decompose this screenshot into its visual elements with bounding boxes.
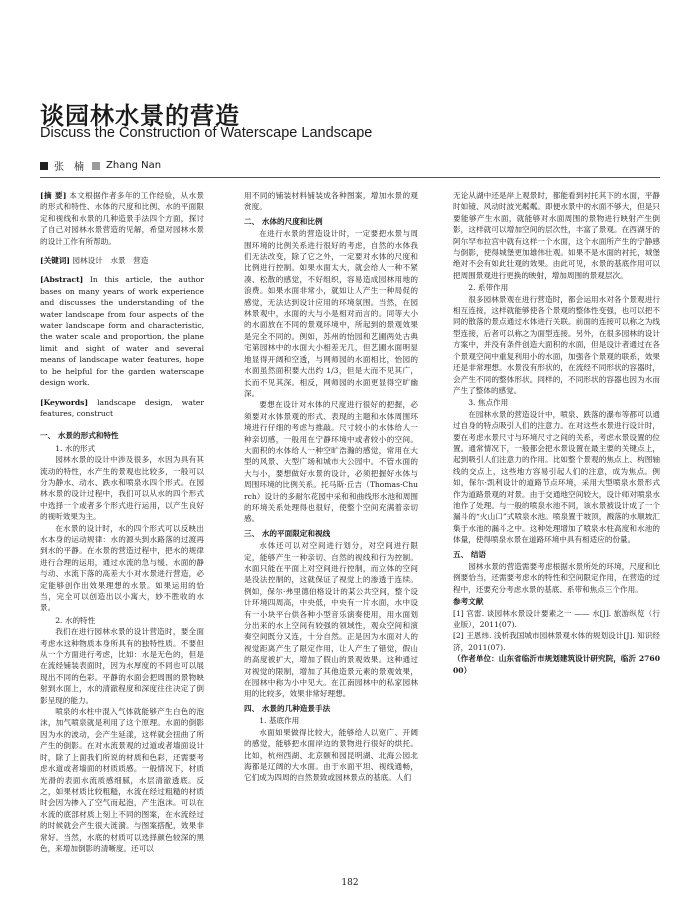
page-number: 182 bbox=[341, 878, 359, 888]
keywords-en: [Keywords] landscape design, water features, construct bbox=[40, 397, 204, 418]
column-2 bbox=[244, 190, 418, 784]
author-affiliation: （作者单位：山东省临沂市规划建筑设计研究院，临沂 276000） bbox=[453, 654, 660, 675]
section-heading: 一、 水景的形式和特性 bbox=[40, 431, 119, 441]
body-paragraph: 很多园林景观在进行营造时，都会运用水对各个景观进行相互连接，这样就能够使各个景观的整体性变强，也可以把不同的散落的景点通过水体进行关联。前面的连接可以称之为线型连接，后者可以称之为面型连接。另外，在很多园林的设计方案中，并没有条件创造大面积的水面，但是设计者通过在各个景观空间中重复利用小的水面，加强各个景观的联系，效果还是非常理想。水景没有形状的，在流经不同形状的容器时，会产生不同的整体形状。同样的，不同形状的容器也因为水而产生了整体的感觉。 bbox=[453, 294, 660, 395]
subsection-heading: 2. 水的特性 bbox=[55, 615, 96, 625]
abstract-en: [Abstract] In this article, the author bases on many years of work experience and discusses the understanding of the water landscape from four aspects of the water landscape form and characteristic, the water scale and proportion, the plane limit and sight of water and several means of landscape water features, hope to be helpful for the garden waterscape design work. bbox=[40, 275, 204, 388]
subsection-heading: 1. 基底作用 bbox=[259, 716, 300, 726]
square-bullet-icon bbox=[92, 162, 100, 170]
body-paragraph: 在进行水景的营造设计时，一定要把水景与周围环境的比例关系进行很好的考虑，自然的水体我们无法改变，除了它之外，一定要对水体的尺度和比例进行控制。如果水面太大，就会给人一种不紧凑、松散的感觉，不好组织，容易造成园林用地的浪费。如果水面非常小，就如让人产生一种局促的感觉，无法达到设计应用的环境氛围。当然，在园林景观中，水面的大与小是相对而言的。同等大小的水面放在不同的景观环境中，所起到的景观效果是完全不同的。例如，苏州的怡园和艺圃两处古典宅第园林中的水面大小相差无几，但艺圃水面明显地显得开阔和空透，与网师园的水面相比，怡园的水面虽然面积要大出约 1/3，但是大而不见其广，长而不见其深。相反，网师园的水面更显得空旷幽深。 bbox=[244, 229, 418, 398]
body-paragraph: 无论从湖中还是岸上观景时，都能看到衬托其下的水面，平静时如镜、风动时波光粼粼。即便水景中的水面不够大，但是只要能够产生水面，就能够对水面周围的景物进行映射产生倒影，这样就可以增加空间的层次性，丰富了景观。在西湖牙的阿尔罕布拉宫中就有这样一个水面，这个水面所产生的宁静感与倒影，使得城堡更加雄伟壮观。如果不是水面的衬托，城堡绝对不会有如此壮观的效果。由此可见，水景的基底作用可以把周围景观进行更换的映射，增加周围的景观层次。 bbox=[453, 191, 660, 280]
section-heading: 二、 水体的尺度和比例 bbox=[244, 216, 323, 226]
body-paragraph: 在水景的设计时，水的四个形式可以反映出水本身的运动规律：水的源头到水路落的过渡再到水的平静。在水景的营造过程中，把水的规律进行合理的运用，通过水流的急与缓、水面的静与动、水流下落的高差大小对水景进行营造，必定能够创作出效果理想的水景。如果运用的恰当，完全可以创造出以小寓大，妙不胜收的水景。 bbox=[40, 523, 204, 613]
body-paragraph: 水体还可以对空间进行划分，对空间进行限定，能够产生一种亲切、自然的视线和行为控制。水面只能在平面上对空间进行控制，而立体的空间是没法控制的，这就保证了视觉上的渗透于连续。例如，保尔·弗里德伯格设计的某公共空间，整个设计环境四周高，中央低，中央有一片水面，水中设有一小块平台供各种小型音乐演奏使用，用水面划分出来的水上空间有较强的领域性，观众空间和演奏空间既分又连，十分自然。正是因为水面对人的视觉距离产生了限定作用，让人产生了错觉，假山的高度被扩大，增加了假山的景观效果。这种通过对视觉的限制，增加了其他造景元素的景观效果，在园林中称为小中见大。在江南园林中的私家园林用的比较多，效果非常好理想。 bbox=[244, 541, 418, 699]
subsection-heading: 2. 系带作用 bbox=[468, 283, 509, 293]
column-1 bbox=[40, 190, 204, 854]
author-line bbox=[40, 158, 161, 173]
body-paragraph: 水面如果做得比较大，能够给人以宽广、开阔的感觉，能够把水面岸边的景物进行很好的烘托。比如，杭州西湖、北京颐和园昆明湖、北海公园北海都是辽阔的大水面。由于水面平坦、视线通畅，它们成为四周的自然景致或园林景点的基底。人们 bbox=[244, 727, 418, 783]
author-name-zh: 张 楠 bbox=[54, 162, 84, 173]
reference-item: [2] 王恩炜. 浅析我国城市园林景观水体的规划设计[J]. 知识经济，2011(07). bbox=[453, 631, 660, 652]
article-title-english: Discuss the Construction of Waterscape Landscape bbox=[40, 125, 373, 141]
body-paragraph: 要想在设计对水体的尺度进行很好的把握，必须要对水体景观的形式、表现的主题和水体周围环境进行仔细的考虑与推敲。尺寸较小的水体给人一种亲切感，一般用在宁静环境中或者较小的空间。大面积的水体给人一种空旷浩瀚的感觉，常用在大型的风景、大型广场和城市大公园中。不管水面的大与小，要想做好水景的设计，必须把握好水体与周围环境的比例关系。托马斯·丘吉（Thomas·Church）设计的多耐尔花园中采和和曲线形水池和周围的环境关系处理得也很好，使整个空间充满着亲切感。 bbox=[244, 400, 418, 524]
article-title: 谈园林水景的营造 bbox=[40, 102, 240, 130]
body-paragraph: 用不同的铺装材料铺装成各种图案，增加水景的观赏度。 bbox=[244, 191, 418, 212]
subsection-heading: 3. 焦点作用 bbox=[468, 398, 509, 408]
keywords-zh: [关键词] 园林设计 水景 营造 bbox=[40, 256, 149, 266]
abstract-zh: [摘 要] 本文根据作者多年的工作经验，从水景的形式和特性、水体的尺度和比例、水的平面限定和视线和水景的几种造景手法四个方面，探讨了自己对园林水景营造的见解，希望对园林水景的设计工作有所帮助。 bbox=[40, 191, 204, 246]
body-paragraph: 我们在进行园林水景的设计营造时，要全面考虑水这种物质本身所具有的独特性质。不要但从一个方面进行考虑，比如：水是无色的，但是在流经铺装表面时，因为水厚度的不同也可以展现出不同的色彩。平静的水面会把周围的景物映射到水面上，水的清澈程度和深度往往决定了倒影呈现的能力。 bbox=[40, 627, 204, 705]
section-heading: 四、 水景的几种造景手法 bbox=[244, 703, 331, 713]
body-paragraph: 园林水景的设计中涉及很多，水因为具有其流动的特性，水产生的景观也比较多，一般可以分为静水、动水、跌水和喷泉水四个形式。在园林水景的设计过程中，我们可以从水的四个形式中选择一个或者多个形式进行运用，以产生良好的视听效果为主。 bbox=[40, 455, 204, 522]
body-paragraph: 在园林水景的营造设计中，喷泉、跌落的瀑布等都可以通过自身的特点吸引人们的注意力。在对这些水景进行设计时，要在考虑水景尺寸与环境尺寸之间的关系，考虑水景设置的位置。通常情况下，一般都会把水景设置在最主要的关键点上，起到吸引人们注意力的作用。比如整个景观的焦点上、构图轴线的交点上，这些地方容易引起人们的注意，成为焦点。例如，保尔·凯利设计的道路节点环境，采用大型喷泉水景形式作为道路景观的对景。由于交通地空间较大，设计师对喷泉水池作了处理。与一般的喷泉水池不同，该水景被设计成了一个漏斗的“火山口”式喷泉水池。喷泉置于坡顶，溅落的水顺坡汇集于水池的漏斗之中。这种处理增加了喷泉水柱高度和水池的体量，使得喷泉水景在道路环境中具有相适应的份量。 bbox=[453, 409, 660, 545]
author-name-en: Zhang Nan bbox=[106, 160, 162, 171]
subsection-heading: 1. 水的形式 bbox=[55, 443, 96, 453]
references-heading: 参考文献 bbox=[453, 597, 484, 607]
square-bullet-icon bbox=[40, 162, 48, 170]
section-heading: 五、 结语 bbox=[453, 549, 487, 559]
section-heading: 三、 水的平面限定和视线 bbox=[244, 528, 331, 538]
body-paragraph: 园林水景的营造需要考虑根据水景所处的环境，尺度和比例要恰当，还需要考虑水的特性和空间限定作用，在营造的过程中，还要充分考虑水景的基底、系带和焦点三个作用。 bbox=[453, 562, 660, 594]
body-paragraph: 喷泉的水柱中混入气体就能够产生白色的泡沫，加气喷泉就是利用了这个原理。水面的倒影因为水的波动，会产生延漾，这样就会扭曲了所产生的倒影。在对水流景观的过道或者墙面设计时，除了上面我们所说的材质和色彩，还需要考虑水道或者墙面的材质质感。一般情况下，材质光滑的表面水流质感细腻，水层清澈透底。反之，如果材质比较粗糙，水流在经过粗糙的材质时会因为掺入了空气而起泡，产生泡沫。可以在水流的底部材质上刻上不同的图案，在水流经过的时候就会产生很大涟漪。与图案搭配，效果非常好。当然，水底的材质可以选择颜色较深的黑色，来增加倒影的清晰度。还可以 bbox=[40, 707, 204, 853]
title-divider bbox=[40, 177, 660, 178]
reference-item: [1] 官雷. 谈园林水景设计要素之一 —— 水[J]. 旅游纵览（行业版），2011(07). bbox=[453, 608, 660, 630]
column-3 bbox=[453, 190, 660, 676]
